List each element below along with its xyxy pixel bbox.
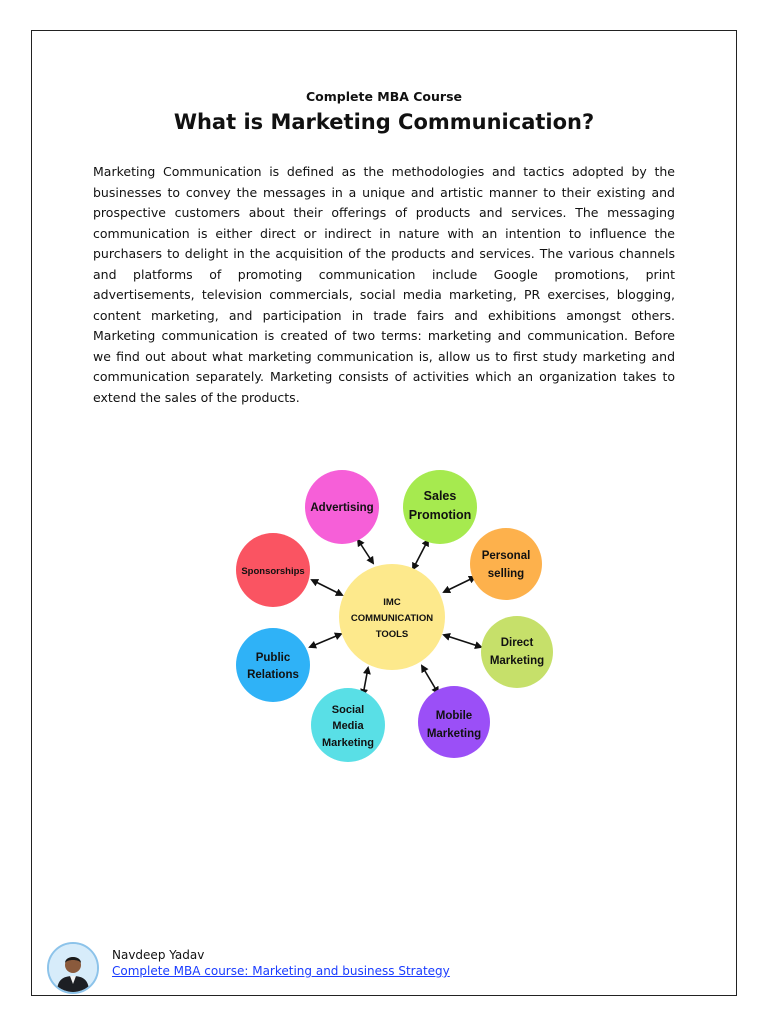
course-link[interactable]: Complete MBA course: Marketing and business Strategy	[112, 964, 450, 978]
connector-direct-marketing	[444, 635, 481, 647]
connector-sales-promotion	[413, 540, 428, 569]
node-personal-selling-label2: selling	[487, 568, 525, 580]
page-title: What is Marketing Communication?	[173, 110, 595, 134]
node-public-relations-label2: Relations	[247, 669, 299, 681]
node-sales-promotion	[403, 470, 477, 544]
node-sales-promotion-circle	[403, 470, 477, 544]
node-public-relations-circle	[236, 628, 310, 702]
node-sponsorships	[236, 533, 310, 607]
course-label: Complete MBA Course	[305, 89, 463, 104]
node-direct-marketing-label2: Marketing	[489, 655, 545, 667]
author-avatar	[47, 942, 99, 994]
node-social-media-marketing-label2: Media	[332, 720, 364, 732]
node-sales-promotion-label2: Promotion	[408, 508, 472, 522]
connector-mobile-marketing	[422, 666, 438, 693]
node-public-relations-label1: Public	[255, 652, 291, 664]
node-sales-promotion-label1: Sales	[423, 489, 457, 503]
node-direct-marketing	[481, 616, 553, 688]
body-paragraph: Marketing Communication is defined as the methodologies and tactics adopted by the businesses to convey the messages in a unique and artistic manner to their existing and prospective customers about their offerings of products and services. The messaging communication is either direct or indirect in nature with an intention to influence the purchasers to delight in the acquisition of the products and services. The various channels and platforms of promoting communication include Google promotions, print advertisements, television commercials, social media marketing, PR exercises, blogging, content marketing, and participation in trade fairs and exhibitions amongst others. Marketing communication is created of two terms: marketing and communication. Before we find out about what marketing communication is, allow us to first study marketing and communication separately. Marketing consists of activities which an organization takes to extend the sales of the products.	[93, 164, 675, 405]
imc-center-line3: TOOLS	[375, 629, 409, 640]
imc-center-line1: IMC	[383, 597, 401, 608]
connector-public-relations	[310, 634, 341, 647]
node-direct-marketing-circle	[481, 616, 553, 688]
node-social-media-marketing-label3: Marketing	[322, 737, 374, 749]
node-mobile-marketing	[418, 686, 490, 758]
imc-diagram	[218, 462, 558, 767]
node-personal-selling	[470, 528, 542, 600]
author-name: Navdeep Yadav	[112, 948, 205, 962]
connector-advertising	[358, 540, 373, 563]
connector-personal-selling	[444, 577, 475, 592]
node-mobile-marketing-label1: Mobile	[435, 710, 473, 722]
node-personal-selling-circle	[470, 528, 542, 600]
node-social-media-marketing	[311, 688, 385, 762]
node-advertising-label: Advertising	[310, 502, 374, 514]
node-mobile-marketing-circle	[418, 686, 490, 758]
connector-sponsorships	[312, 580, 342, 595]
node-mobile-marketing-label2: Marketing	[426, 728, 482, 740]
imc-center-line2: COMMUNICATION	[350, 613, 434, 624]
connector-social-media-marketing	[363, 668, 368, 695]
node-social-media-marketing-label1: Social	[331, 704, 365, 716]
imc-center-node	[339, 564, 445, 670]
person-icon	[49, 944, 97, 992]
node-personal-selling-label1: Personal	[481, 550, 531, 562]
node-direct-marketing-label1: Direct	[500, 637, 534, 649]
node-sponsorships-label: Sponsorships	[241, 566, 305, 577]
node-public-relations	[236, 628, 310, 702]
node-advertising	[305, 470, 379, 544]
